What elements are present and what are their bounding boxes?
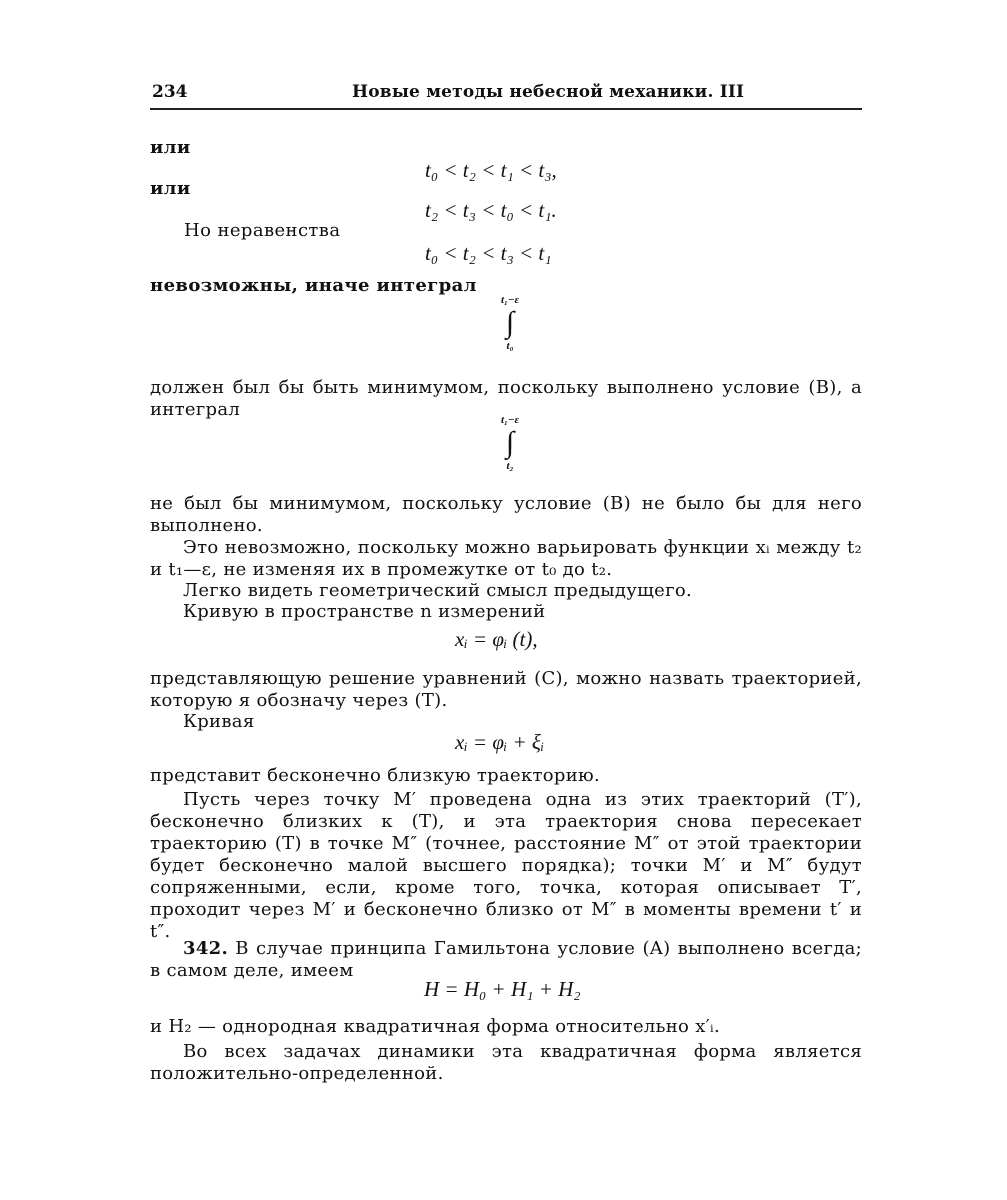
paragraph-infinite: представит бесконечно близкую траекторию. — [150, 765, 601, 786]
paragraph-not-minimum: не был бы минимумом, поскольку условие (B) не было бы для него выполнено. — [150, 493, 862, 536]
formula-curve: xᵢ = φᵢ (t), — [455, 627, 538, 651]
formula-h: H = H₀ + H₁ + H₂ — [424, 977, 581, 1001]
formula-curve-2: xᵢ = φᵢ + ξᵢ — [455, 730, 545, 754]
paragraph-h2: и H₂ — однородная квадратичная форма относительно x′ᵢ. — [150, 1016, 720, 1037]
inequality-3: t₀ < t₂ < t₃ < t₁ — [425, 241, 552, 265]
paragraph-curve-2: Кривая — [183, 711, 255, 732]
integral-2 — [490, 414, 530, 472]
inequality-2: t₂ < t₃ < t₀ < t₁. — [425, 198, 557, 222]
integral-sign-icon: ∫ — [505, 306, 515, 339]
text-impossible: невозможны, иначе интеграл — [150, 275, 477, 296]
inequality-1: t₀ < t₂ < t₁ < t₃, — [425, 158, 557, 182]
paragraph-dynamics: Во всех задачах динамики эта квадратичная форма является положительно-определенной. — [150, 1041, 862, 1084]
paragraph-curve: Кривую в пространстве n измерений — [183, 601, 546, 622]
integral-sign-icon: ∫ — [505, 426, 515, 459]
paragraph-let: Пусть через точку M′ проведена одна из этих траекторий (T′), бесконечно близких к (T), и эта траектория снова пересекает траекторию (T) в точке M″ (точнее, расстояние M″ от этой траектории будет бесконечно малой высшего порядка); точки M′ и M″ будут сопряженными, если, кроме того, точка, которая описывает T′, проходит через M′ и бесконечно близко от M″ в моменты времени t′ и t″. — [150, 789, 862, 942]
hamilton-text: В случае принципа Гамильтона условие (A) выполнено всегда; в самом деле, имеем — [150, 938, 862, 981]
paragraph-easy: Легко видеть геометрический смысл предыдущего. — [183, 580, 692, 601]
integral-1-lower: t₀ — [506, 340, 514, 352]
page-number: 234 — [152, 82, 188, 102]
running-title: Новые методы небесной механики. III — [352, 82, 745, 102]
paragraph-hamilton — [150, 938, 862, 982]
integral-1 — [490, 294, 530, 352]
section-number: 342. — [183, 938, 229, 959]
header-rule — [150, 108, 862, 110]
paragraph-minimum: должен был бы быть минимумом, поскольку выполнено условие (B), а интеграл — [150, 377, 862, 420]
integral-1-upper: t₁−ε — [500, 294, 520, 306]
paragraph-represents: представляющую решение уравнений (C), можно назвать траекторией, которую я обозначу через (T). — [150, 668, 862, 711]
text-or-1: или — [150, 137, 191, 158]
paragraph-impossible: Это невозможно, поскольку можно варьировать функции xᵢ между t₂ и t₁—ε, не изменяя их в промежутке от t₀ до t₂. — [150, 537, 862, 580]
integral-2-lower: t₂ — [506, 460, 514, 472]
integral-2-upper: t₁−ε — [500, 414, 520, 426]
text-or-2: или — [150, 178, 191, 199]
text-but-inequalities: Но неравенства — [184, 220, 341, 241]
